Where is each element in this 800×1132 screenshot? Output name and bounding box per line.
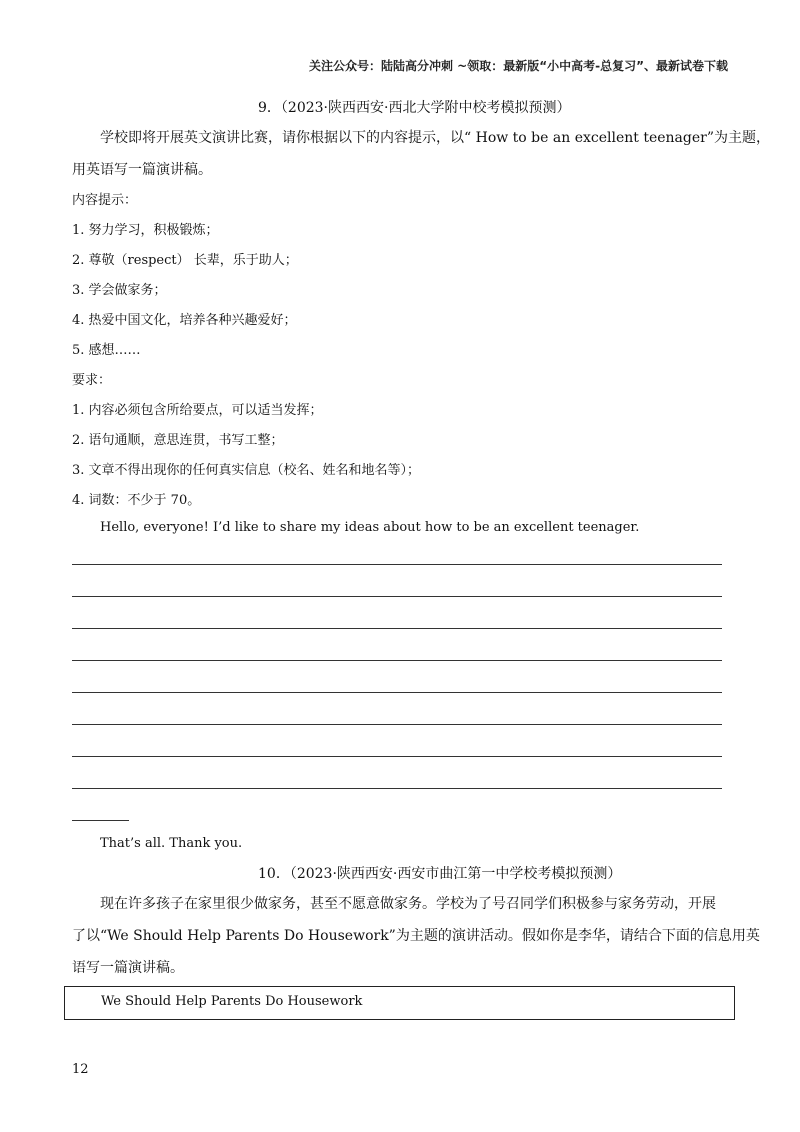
q9-hints-title: 内容提示： — [72, 193, 138, 208]
q9-heading — [258, 98, 570, 118]
answer-line-short — [72, 820, 129, 821]
page-header: 关注公众号：陆陆高分冲刺 ~领取：最新版“小中高考-总复习”、最新试卷下载 — [309, 59, 728, 73]
q10-topic-box — [64, 986, 735, 1020]
answer-line — [72, 788, 722, 789]
q10-heading — [258, 864, 621, 884]
q10-box-title: We Should Help Parents Do Housework — [101, 994, 363, 1009]
q10-intro-line2: 了以“We Should Help Parents Do Housework”为主题的演讲活动。假如你是李华，请结合下面的信息用英 — [72, 928, 760, 944]
q9-req-title: 要求： — [72, 373, 112, 388]
answer-line — [72, 564, 722, 565]
q9-source: （2023·陕西西安·西北大学附中校考模拟预测） — [280, 100, 571, 116]
q9-req-item: 2. 语句通顺，意思连贯，书写工整； — [72, 433, 284, 448]
q9-req-item: 1. 内容必须包含所给要点，可以适当发挥； — [72, 403, 323, 418]
q9-opening-sentence: Hello, everyone! I’d like to share my ideas about how to be an excellent teenager. — [100, 520, 640, 535]
q9-req-item: 3. 文章不得出现你的任何真实信息（校名、姓名和地名等）； — [72, 463, 421, 478]
q10-intro-line3: 语写一篇演讲稿。 — [72, 960, 184, 976]
answer-line — [72, 596, 722, 597]
answer-line — [72, 724, 722, 725]
q10-source: （2023·陕西西安·西安市曲江第一中学校考模拟预测） — [289, 866, 622, 882]
page-number: 12 — [72, 1062, 89, 1077]
q9-closing-sentence: That’s all. Thank you. — [100, 836, 243, 851]
answer-line — [72, 756, 722, 757]
q9-hint-item: 4. 热爱中国文化，培养各种兴趣爱好； — [72, 313, 297, 328]
q9-hint-item: 1. 努力学习，积极锻炼； — [72, 223, 219, 238]
q9-hint-item: 5. 感想…… — [72, 343, 141, 358]
q9-intro-line1: 学校即将开展英文演讲比赛，请你根据以下的内容提示，以“ How to be an excellent teenager”为主题， — [100, 130, 770, 146]
answer-line — [72, 692, 722, 693]
q9-hint-item: 3. 学会做家务； — [72, 283, 167, 298]
q9-req-item: 4. 词数：不少于 70。 — [72, 493, 201, 508]
q10-number: 10． — [258, 866, 290, 882]
answer-line — [72, 660, 722, 661]
q9-number: 9． — [258, 100, 281, 116]
answer-line — [72, 628, 722, 629]
q9-hint-item: 2. 尊敬（respect） 长辈，乐于助人； — [72, 253, 298, 268]
q9-intro-line2: 用英语写一篇演讲稿。 — [72, 162, 212, 178]
q10-intro-line1: 现在许多孩子在家里很少做家务，甚至不愿意做家务。学校为了号召同学们积极参与家务劳动，开展 — [100, 896, 716, 912]
